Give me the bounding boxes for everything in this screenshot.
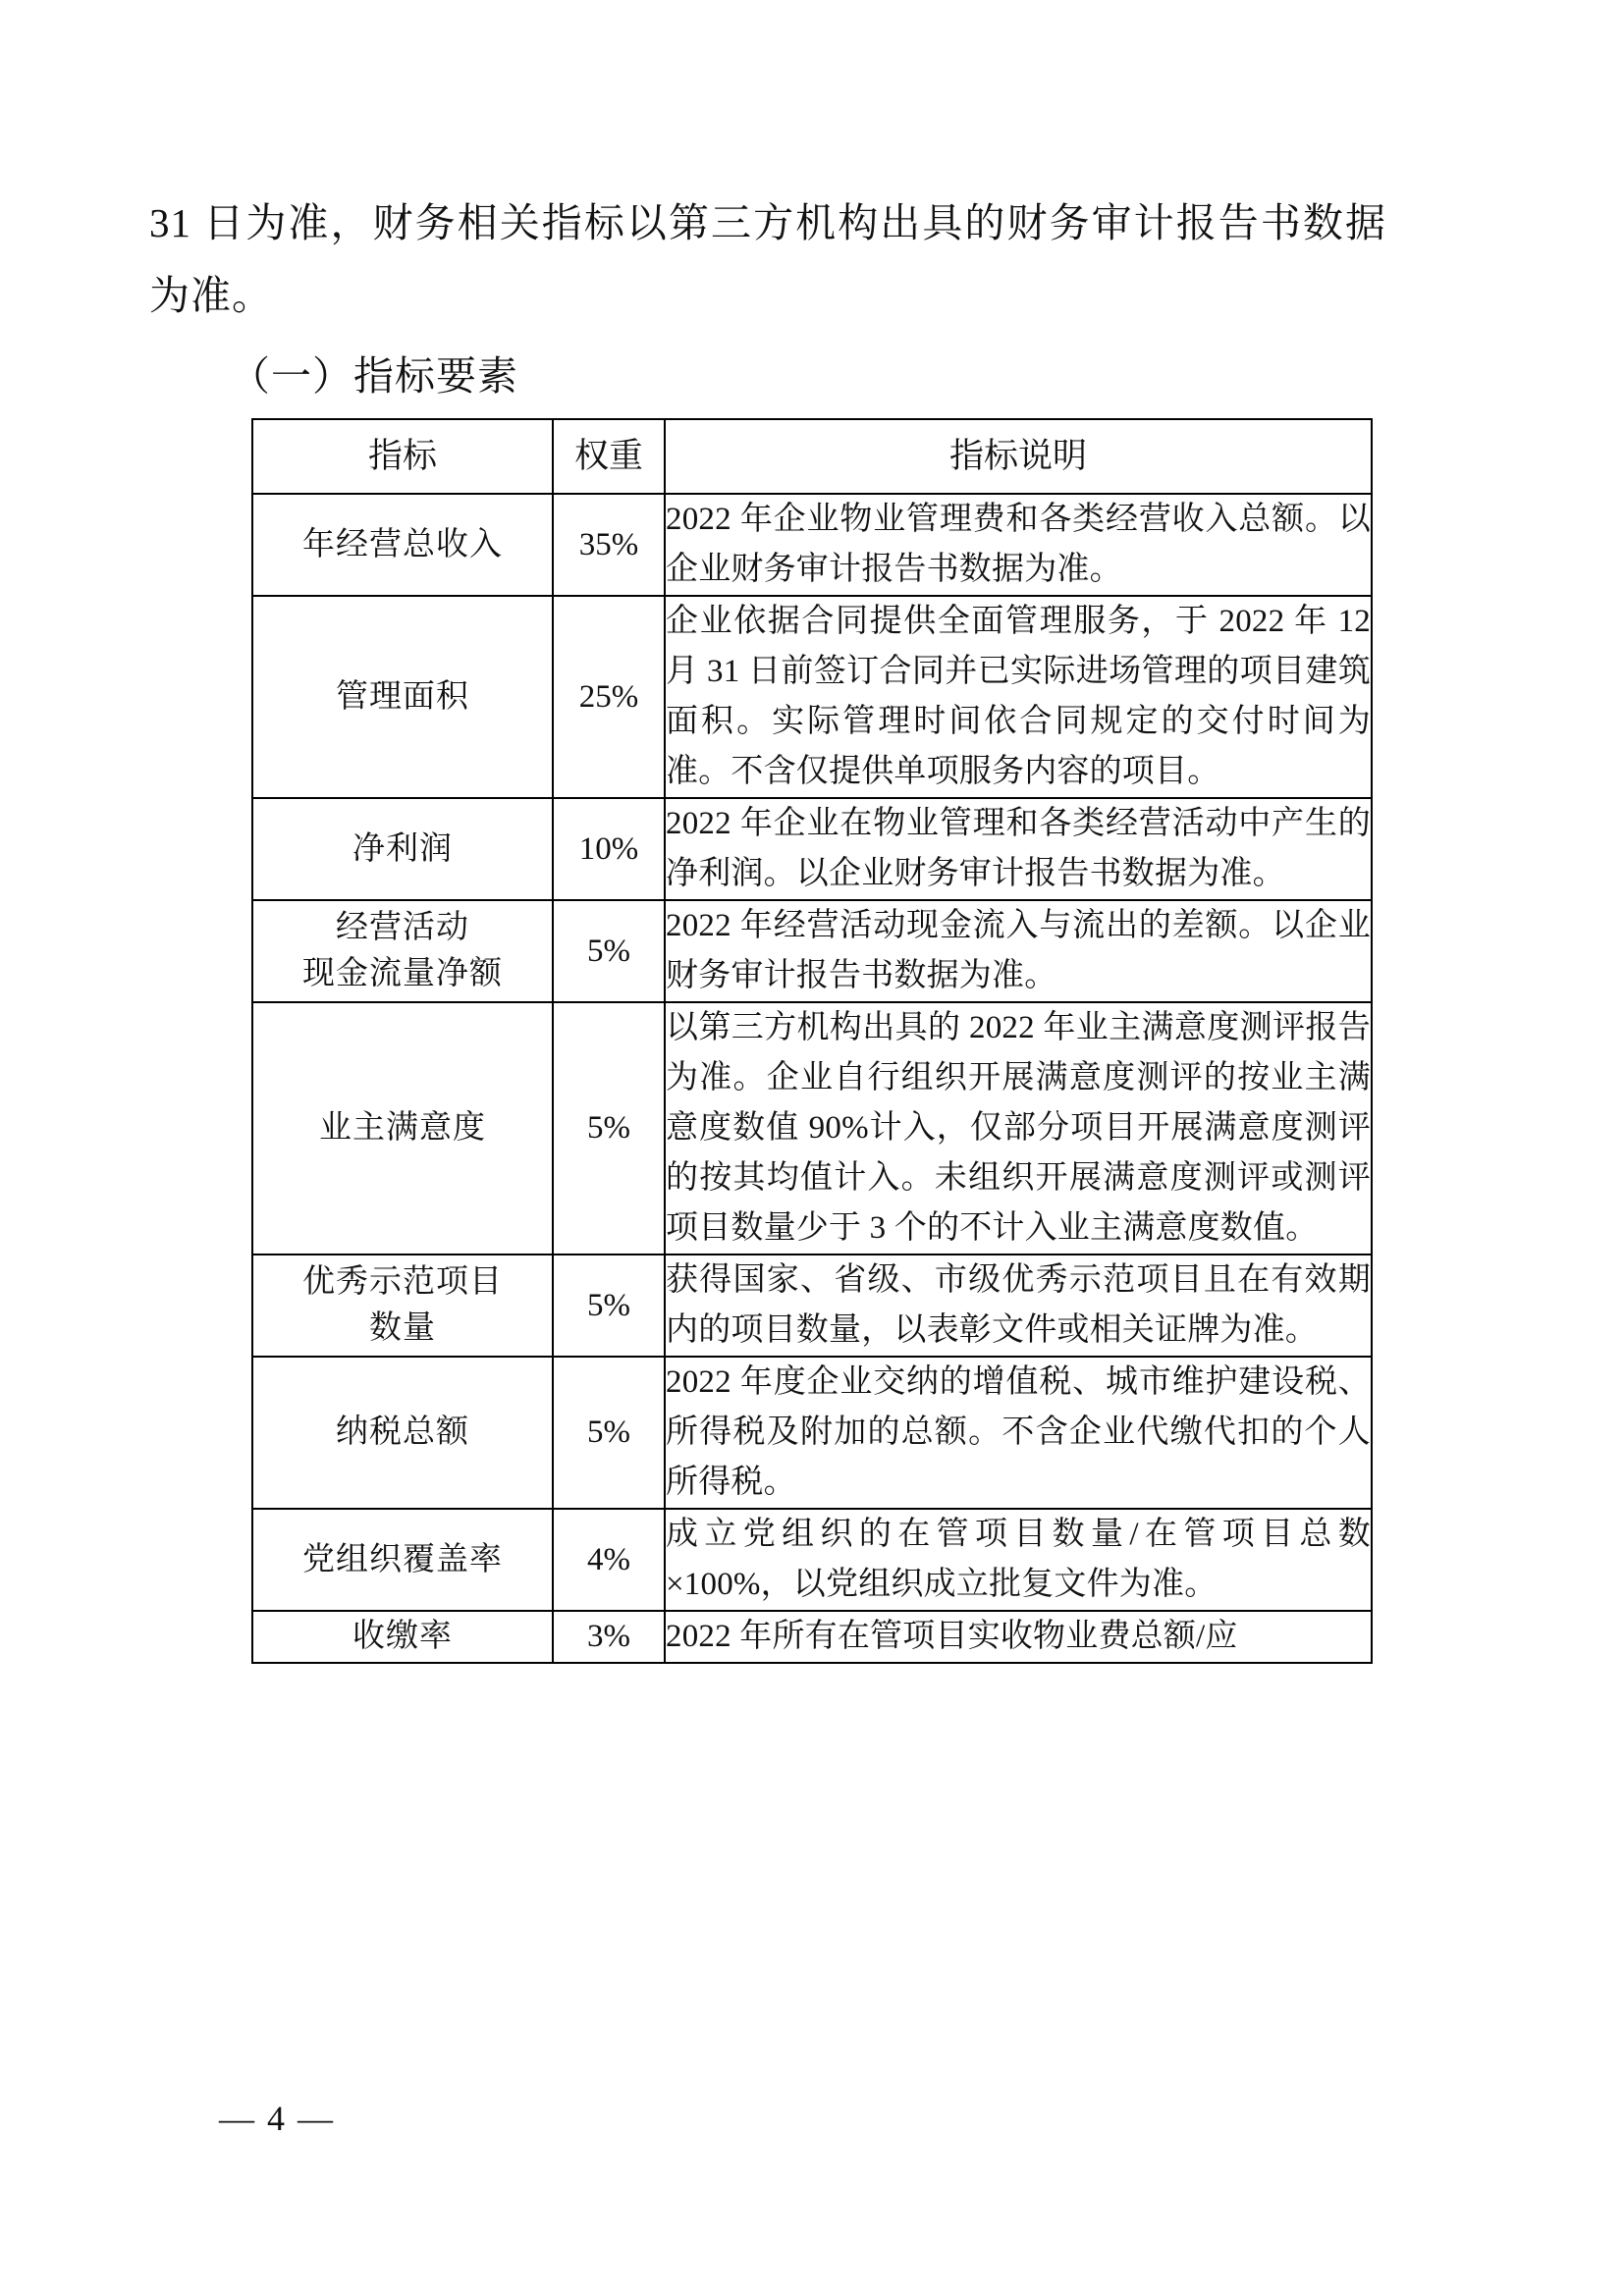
body-paragraph: 31 日为准，财务相关指标以第三方机构出具的财务审计报告书数据为准。 bbox=[149, 200, 1386, 318]
indicator-elements-table bbox=[251, 418, 1373, 1664]
table-row bbox=[252, 1357, 1372, 1509]
indicator-name-line: 收缴率 bbox=[352, 1619, 453, 1654]
cell-weight-value: 5% bbox=[553, 1357, 665, 1509]
cell-description-text: 2022 年度企业交纳的增值税、城市维护建设税、所得税及附加的总额。不含企业代缴代扣的个人所得税。 bbox=[665, 1357, 1372, 1509]
cell-weight-value: 5% bbox=[553, 1255, 665, 1357]
cell-weight-value: 5% bbox=[553, 900, 665, 1002]
table-row bbox=[252, 798, 1372, 900]
cell-indicator-name bbox=[252, 494, 553, 596]
indicator-name-line: 经营活动 bbox=[336, 910, 469, 945]
table-header-row bbox=[252, 419, 1372, 494]
indicator-name-line: 党组织覆盖率 bbox=[302, 1541, 503, 1577]
indicator-name-line: 业主满意度 bbox=[319, 1110, 486, 1146]
table-row bbox=[252, 1611, 1372, 1663]
column-header-weight: 权重 bbox=[553, 419, 665, 494]
cell-description-text: 2022 年经营活动现金流入与流出的差额。以企业财务审计报告书数据为准。 bbox=[665, 900, 1372, 1002]
table-row bbox=[252, 1002, 1372, 1255]
cell-weight-value: 25% bbox=[553, 596, 665, 798]
cell-description-text: 获得国家、省级、市级优秀示范项目且在有效期内的项目数量，以表彰文件或相关证牌为准。 bbox=[665, 1255, 1372, 1357]
page-content bbox=[149, 187, 1386, 1664]
indicator-name-line: 年经营总收入 bbox=[302, 526, 503, 562]
cell-indicator-name bbox=[252, 1611, 553, 1663]
cell-indicator-name bbox=[252, 596, 553, 798]
cell-indicator-name bbox=[252, 900, 553, 1002]
indicator-name-line: 纳税总额 bbox=[336, 1415, 469, 1450]
table-row bbox=[252, 1509, 1372, 1611]
indicator-name-line: 数量 bbox=[369, 1310, 436, 1346]
cell-weight-value: 10% bbox=[553, 798, 665, 900]
cell-weight-value: 35% bbox=[553, 494, 665, 596]
indicator-name-line: 管理面积 bbox=[336, 678, 469, 715]
cell-weight-value: 5% bbox=[553, 1002, 665, 1255]
cell-description-text: 成立党组织的在管项目数量/在管项目总数×100%，以党组织成立批复文件为准。 bbox=[665, 1509, 1372, 1611]
table-row bbox=[252, 900, 1372, 1002]
column-header-indicator: 指标 bbox=[252, 419, 553, 494]
cell-weight-value: 3% bbox=[553, 1611, 665, 1663]
indicator-name-line: 优秀示范项目 bbox=[302, 1264, 503, 1300]
page-number-footer: — 4 — bbox=[219, 2099, 335, 2138]
section-heading: （一）指标要素 bbox=[230, 353, 518, 399]
table-row bbox=[252, 1255, 1372, 1357]
table-row bbox=[252, 494, 1372, 596]
table-row bbox=[252, 596, 1372, 798]
cell-indicator-name bbox=[252, 1255, 553, 1357]
cell-indicator-name bbox=[252, 1509, 553, 1611]
indicator-name-line: 现金流量净额 bbox=[302, 956, 503, 991]
cell-description-text: 2022 年企业物业管理费和各类经营收入总额。以企业财务审计报告书数据为准。 bbox=[665, 494, 1372, 596]
column-header-description: 指标说明 bbox=[665, 419, 1372, 494]
cell-weight-value: 4% bbox=[553, 1509, 665, 1611]
cell-description-text: 2022 年企业在物业管理和各类经营活动中产生的净利润。以企业财务审计报告书数据为准。 bbox=[665, 798, 1372, 900]
cell-indicator-name bbox=[252, 1002, 553, 1255]
cell-indicator-name bbox=[252, 798, 553, 900]
cell-description-text: 2022 年所有在管项目实收物业费总额/应 bbox=[665, 1611, 1372, 1663]
cell-description-text: 企业依据合同提供全面管理服务，于 2022 年 12 月 31 日前签订合同并已实际进场管理的项目建筑面积。实际管理时间依合同规定的交付时间为准。不含仅提供单项服务内容的项目。 bbox=[665, 596, 1372, 798]
cell-indicator-name bbox=[252, 1357, 553, 1509]
indicator-name-line: 净利润 bbox=[352, 830, 453, 867]
cell-description-text: 以第三方机构出具的 2022 年业主满意度测评报告为准。企业自行组织开展满意度测评的按业主满意度数值 90%计入，仅部分项目开展满意度测评的按其均值计入。未组织开展满意度测评或测评项目数量少于 3 个的不计入业主满意度数值。 bbox=[665, 1002, 1372, 1255]
table-body bbox=[252, 494, 1372, 1663]
